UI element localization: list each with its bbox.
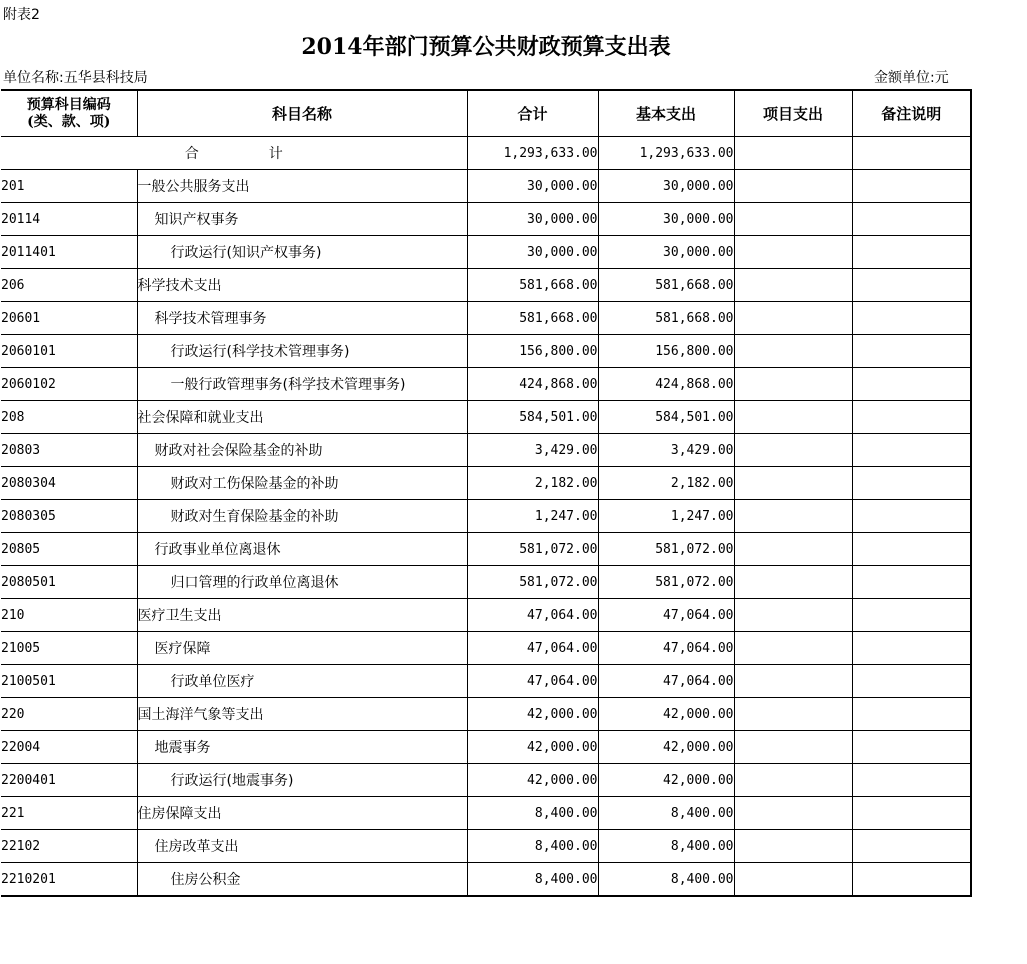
row-project — [734, 368, 852, 401]
total-row-note — [852, 137, 971, 170]
row-total: 47,064.00 — [467, 599, 598, 632]
total-row-total: 1,293,633.00 — [467, 137, 598, 170]
row-code: 206 — [1, 269, 137, 302]
column-header-code — [1, 90, 137, 137]
row-note — [852, 434, 971, 467]
row-basic: 42,000.00 — [598, 698, 734, 731]
total-row-project — [734, 137, 852, 170]
row-basic: 47,064.00 — [598, 665, 734, 698]
row-code: 22004 — [1, 731, 137, 764]
row-name: 归口管理的行政单位离退休 — [137, 566, 467, 599]
row-note — [852, 863, 971, 897]
row-project — [734, 731, 852, 764]
row-project — [734, 599, 852, 632]
row-project — [734, 632, 852, 665]
row-total: 8,400.00 — [467, 863, 598, 897]
row-note — [852, 731, 971, 764]
row-basic: 42,000.00 — [598, 764, 734, 797]
row-total: 581,072.00 — [467, 533, 598, 566]
row-name: 住房保障支出 — [137, 797, 467, 830]
row-note — [852, 401, 971, 434]
column-header-basic: 基本支出 — [598, 90, 734, 137]
row-name: 行政事业单位离退休 — [137, 533, 467, 566]
row-name: 科学技术管理事务 — [137, 302, 467, 335]
row-total: 30,000.00 — [467, 203, 598, 236]
row-basic: 581,072.00 — [598, 566, 734, 599]
row-basic: 156,800.00 — [598, 335, 734, 368]
row-note — [852, 236, 971, 269]
row-note — [852, 368, 971, 401]
row-name: 行政单位医疗 — [137, 665, 467, 698]
row-total: 2,182.00 — [467, 467, 598, 500]
table-row — [1, 731, 971, 764]
row-total: 424,868.00 — [467, 368, 598, 401]
table-row — [1, 632, 971, 665]
table-row — [1, 368, 971, 401]
table-row — [1, 830, 971, 863]
row-total: 47,064.00 — [467, 665, 598, 698]
row-total: 30,000.00 — [467, 236, 598, 269]
row-basic: 47,064.00 — [598, 599, 734, 632]
row-basic: 3,429.00 — [598, 434, 734, 467]
row-total: 42,000.00 — [467, 731, 598, 764]
row-code: 2210201 — [1, 863, 137, 897]
row-project — [734, 764, 852, 797]
row-project — [734, 863, 852, 897]
row-project — [734, 434, 852, 467]
page-title: 2014年部门预算公共财政预算支出表 — [301, 34, 671, 60]
row-project — [734, 830, 852, 863]
row-name: 医疗保障 — [137, 632, 467, 665]
row-basic: 2,182.00 — [598, 467, 734, 500]
row-code: 20114 — [1, 203, 137, 236]
row-total: 30,000.00 — [467, 170, 598, 203]
row-basic: 8,400.00 — [598, 797, 734, 830]
total-label-right: 计 — [268, 146, 283, 162]
amount-unit: 金额单位:元 — [874, 70, 949, 86]
row-note — [852, 797, 971, 830]
table-row — [1, 467, 971, 500]
budget-table — [1, 89, 972, 897]
table-header-row — [1, 90, 971, 137]
row-project — [734, 698, 852, 731]
table-row — [1, 236, 971, 269]
row-code: 210 — [1, 599, 137, 632]
row-name: 住房公积金 — [137, 863, 467, 897]
total-row-label — [1, 137, 467, 170]
table-row — [1, 764, 971, 797]
row-basic: 584,501.00 — [598, 401, 734, 434]
row-basic: 47,064.00 — [598, 632, 734, 665]
row-code: 2060102 — [1, 368, 137, 401]
row-name: 科学技术支出 — [137, 269, 467, 302]
row-basic: 30,000.00 — [598, 203, 734, 236]
row-name: 财政对社会保险基金的补助 — [137, 434, 467, 467]
row-basic: 42,000.00 — [598, 731, 734, 764]
row-code: 22102 — [1, 830, 137, 863]
row-total: 1,247.00 — [467, 500, 598, 533]
row-code: 221 — [1, 797, 137, 830]
row-code: 21005 — [1, 632, 137, 665]
row-code: 2060101 — [1, 335, 137, 368]
table-row — [1, 269, 971, 302]
row-code: 2200401 — [1, 764, 137, 797]
row-project — [734, 566, 852, 599]
table-row — [1, 170, 971, 203]
row-note — [852, 632, 971, 665]
table-row — [1, 500, 971, 533]
table-row — [1, 599, 971, 632]
row-basic: 30,000.00 — [598, 170, 734, 203]
row-name: 社会保障和就业支出 — [137, 401, 467, 434]
attachment-label: 附表2 — [3, 7, 40, 23]
column-header-code-line2: (类、款、项) — [27, 113, 111, 130]
row-note — [852, 533, 971, 566]
row-project — [734, 797, 852, 830]
column-header-total: 合计 — [467, 90, 598, 137]
row-total: 156,800.00 — [467, 335, 598, 368]
unit-name: 单位名称:五华县科技局 — [3, 70, 148, 86]
row-name: 知识产权事务 — [137, 203, 467, 236]
row-basic: 8,400.00 — [598, 863, 734, 897]
row-name: 一般公共服务支出 — [137, 170, 467, 203]
row-basic: 30,000.00 — [598, 236, 734, 269]
table-row — [1, 401, 971, 434]
row-total: 3,429.00 — [467, 434, 598, 467]
row-total: 42,000.00 — [467, 764, 598, 797]
row-code: 208 — [1, 401, 137, 434]
row-name: 行政运行(地震事务) — [137, 764, 467, 797]
row-code: 2100501 — [1, 665, 137, 698]
row-note — [852, 170, 971, 203]
row-project — [734, 401, 852, 434]
row-total: 584,501.00 — [467, 401, 598, 434]
row-basic: 424,868.00 — [598, 368, 734, 401]
row-code: 2080305 — [1, 500, 137, 533]
table-row — [1, 203, 971, 236]
row-note — [852, 764, 971, 797]
table-row — [1, 863, 971, 897]
row-basic: 8,400.00 — [598, 830, 734, 863]
row-note — [852, 665, 971, 698]
row-name: 行政运行(科学技术管理事务) — [137, 335, 467, 368]
row-note — [852, 302, 971, 335]
row-note — [852, 830, 971, 863]
row-total: 8,400.00 — [467, 797, 598, 830]
table-row — [1, 665, 971, 698]
row-name: 行政运行(知识产权事务) — [137, 236, 467, 269]
row-note — [852, 269, 971, 302]
table-row — [1, 797, 971, 830]
row-note — [852, 467, 971, 500]
row-project — [734, 203, 852, 236]
table-row — [1, 302, 971, 335]
column-header-project: 项目支出 — [734, 90, 852, 137]
row-name: 地震事务 — [137, 731, 467, 764]
table-row — [1, 335, 971, 368]
row-code: 2080501 — [1, 566, 137, 599]
table-row — [1, 533, 971, 566]
row-project — [734, 302, 852, 335]
row-total: 581,668.00 — [467, 269, 598, 302]
total-row-basic: 1,293,633.00 — [598, 137, 734, 170]
row-note — [852, 599, 971, 632]
row-code: 2080304 — [1, 467, 137, 500]
table-row — [1, 434, 971, 467]
row-project — [734, 500, 852, 533]
row-project — [734, 269, 852, 302]
column-header-code-line1: 预算科目编码 — [26, 96, 111, 113]
row-total: 42,000.00 — [467, 698, 598, 731]
row-note — [852, 698, 971, 731]
total-label-left: 合 — [184, 146, 199, 162]
row-project — [734, 170, 852, 203]
row-code: 2011401 — [1, 236, 137, 269]
row-note — [852, 335, 971, 368]
row-note — [852, 500, 971, 533]
row-code: 20805 — [1, 533, 137, 566]
row-basic: 1,247.00 — [598, 500, 734, 533]
row-code: 20601 — [1, 302, 137, 335]
row-note — [852, 566, 971, 599]
row-code: 220 — [1, 698, 137, 731]
row-basic: 581,072.00 — [598, 533, 734, 566]
column-header-name: 科目名称 — [137, 90, 467, 137]
table-row — [1, 698, 971, 731]
row-name: 一般行政管理事务(科学技术管理事务) — [137, 368, 467, 401]
row-project — [734, 467, 852, 500]
row-total: 581,668.00 — [467, 302, 598, 335]
row-total: 47,064.00 — [467, 632, 598, 665]
row-name: 财政对生育保险基金的补助 — [137, 500, 467, 533]
row-name: 财政对工伤保险基金的补助 — [137, 467, 467, 500]
table-row — [1, 566, 971, 599]
row-project — [734, 533, 852, 566]
row-total: 8,400.00 — [467, 830, 598, 863]
row-project — [734, 665, 852, 698]
row-project — [734, 335, 852, 368]
row-name: 国土海洋气象等支出 — [137, 698, 467, 731]
column-header-note: 备注说明 — [852, 90, 971, 137]
row-name: 医疗卫生支出 — [137, 599, 467, 632]
row-basic: 581,668.00 — [598, 302, 734, 335]
total-row — [1, 137, 971, 170]
row-note — [852, 203, 971, 236]
row-code: 20803 — [1, 434, 137, 467]
row-total: 581,072.00 — [467, 566, 598, 599]
row-project — [734, 236, 852, 269]
row-name: 住房改革支出 — [137, 830, 467, 863]
row-code: 201 — [1, 170, 137, 203]
row-basic: 581,668.00 — [598, 269, 734, 302]
